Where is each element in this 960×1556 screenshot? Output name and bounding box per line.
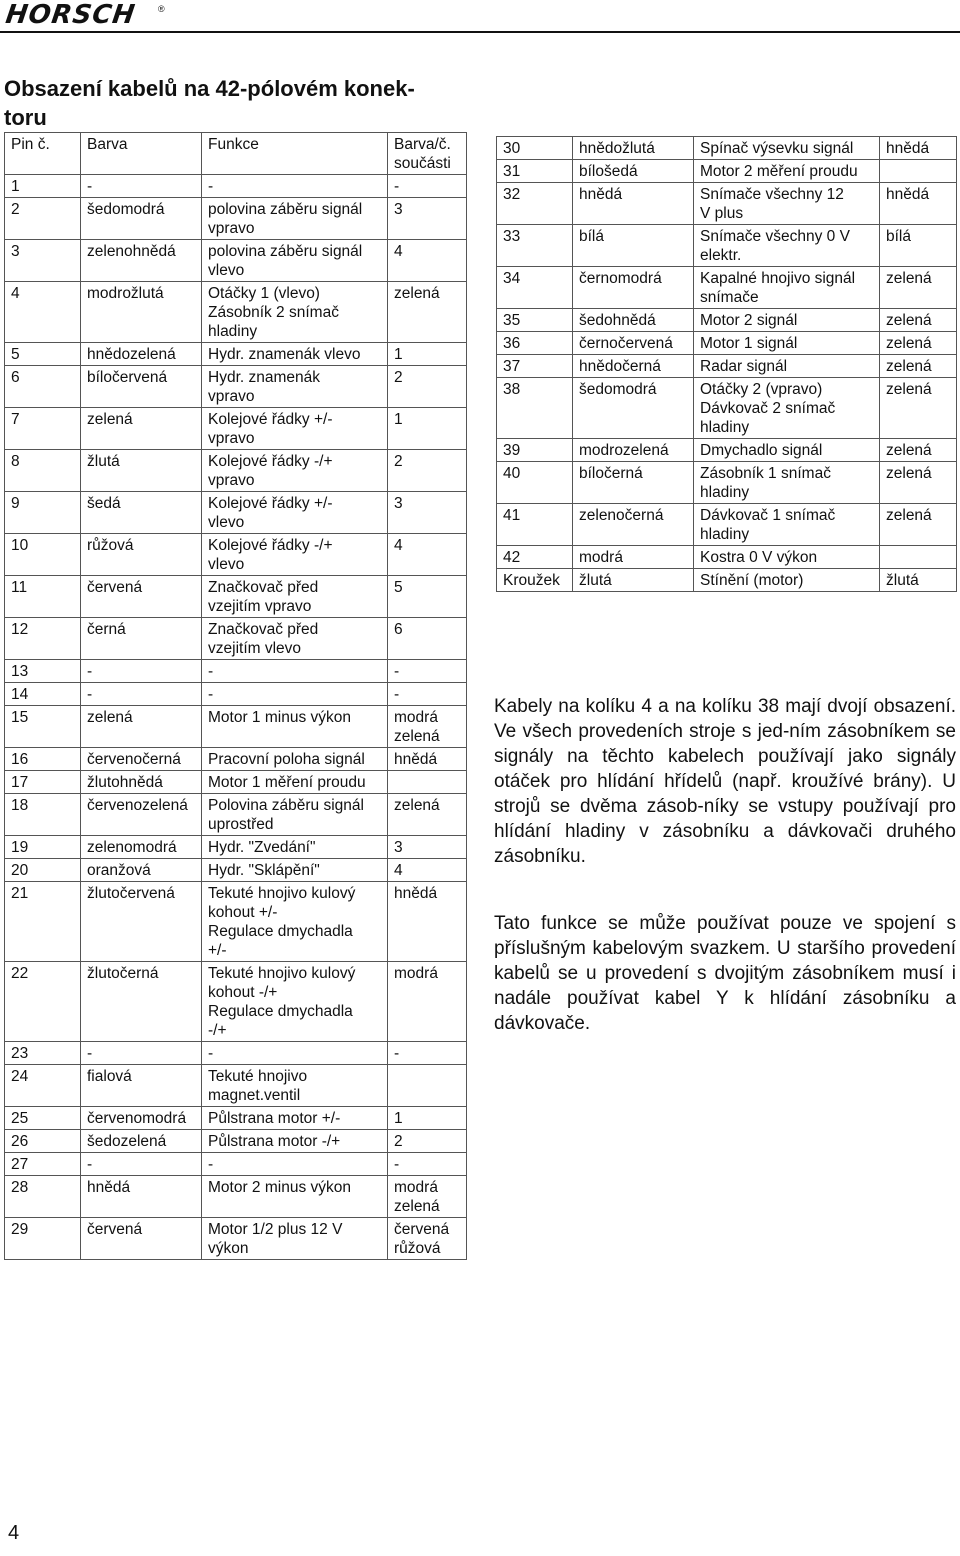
cell-pin: 21 — [5, 882, 81, 962]
table-row — [5, 175, 467, 198]
table-row — [5, 576, 467, 618]
cell-pin: 3 — [5, 240, 81, 282]
cell-color: hnědozelená — [81, 343, 202, 366]
table-row — [5, 534, 467, 576]
cell-part: hnědá — [388, 748, 467, 771]
cell-function: Motor 2 minus výkon — [202, 1176, 388, 1218]
cell-function: Radar signál — [694, 355, 880, 378]
cell-pin: 2 — [5, 198, 81, 240]
table-row — [5, 198, 467, 240]
cell-function: Značkovač před vzejitím vpravo — [202, 576, 388, 618]
table-row — [5, 836, 467, 859]
cell-pin: 19 — [5, 836, 81, 859]
cell-color: hnědá — [81, 1176, 202, 1218]
cell-part: 3 — [388, 492, 467, 534]
page-title: Obsazení kabelů na 42-pólovém konek- toru — [4, 76, 415, 130]
cell-function: Kolejové řádky +/- vpravo — [202, 408, 388, 450]
cell-part: 2 — [388, 366, 467, 408]
cell-pin: 39 — [497, 439, 573, 462]
cell-function: Dávkovač 1 snímač hladiny — [694, 504, 880, 546]
table-row — [497, 137, 957, 160]
cell-color: hnědá — [573, 183, 694, 225]
header-cell-function: Funkce — [202, 133, 388, 175]
table-row — [5, 882, 467, 962]
cell-color: zelená — [81, 706, 202, 748]
cell-part — [880, 160, 957, 183]
cell-function: Snímače všechny 12 V plus — [694, 183, 880, 225]
cell-pin: 31 — [497, 160, 573, 183]
cell-function: Hydr. znamenák vpravo — [202, 366, 388, 408]
cell-function: Tekuté hnojivo kulový kohout -/+ Regulace dmychadla -/+ — [202, 962, 388, 1042]
cell-color: žlutohnědá — [81, 771, 202, 794]
cell-color: šedá — [81, 492, 202, 534]
cell-color: - — [81, 683, 202, 706]
cell-pin: 15 — [5, 706, 81, 748]
cell-function: Zásobník 1 snímač hladiny — [694, 462, 880, 504]
table-row — [5, 962, 467, 1042]
cell-part: - — [388, 175, 467, 198]
cell-color: - — [81, 660, 202, 683]
table-row — [5, 282, 467, 343]
table-row — [5, 748, 467, 771]
cell-pin: 11 — [5, 576, 81, 618]
cell-color: červená — [81, 1218, 202, 1260]
cell-function: Snímače všechny 0 V elektr. — [694, 225, 880, 267]
cell-part: zelená — [880, 462, 957, 504]
cell-part: 4 — [388, 240, 467, 282]
cell-function: Stínění (motor) — [694, 569, 880, 592]
cell-pin: 5 — [5, 343, 81, 366]
cell-function: Motor 1/2 plus 12 V výkon — [202, 1218, 388, 1260]
cell-pin: 7 — [5, 408, 81, 450]
cell-pin: 25 — [5, 1107, 81, 1130]
cell-color: červená — [81, 576, 202, 618]
cell-function: - — [202, 175, 388, 198]
cell-function: Značkovač před vzejitím vlevo — [202, 618, 388, 660]
table-row — [5, 1130, 467, 1153]
table-row — [5, 771, 467, 794]
cell-pin: 29 — [5, 1218, 81, 1260]
cell-pin: 12 — [5, 618, 81, 660]
table-row — [5, 450, 467, 492]
cell-pin: 34 — [497, 267, 573, 309]
table-row — [497, 569, 957, 592]
cell-color: červenomodrá — [81, 1107, 202, 1130]
table-row — [5, 492, 467, 534]
cell-color: šedomodrá — [81, 198, 202, 240]
header-cell-color: Barva — [81, 133, 202, 175]
cell-color: fialová — [81, 1065, 202, 1107]
cell-part: modrá zelená — [388, 1176, 467, 1218]
cell-color: modrozelená — [573, 439, 694, 462]
cell-function: - — [202, 1153, 388, 1176]
cell-color: hnědožlutá — [573, 137, 694, 160]
table-row — [497, 355, 957, 378]
cell-function: Motor 1 měření proudu — [202, 771, 388, 794]
table-row — [5, 1065, 467, 1107]
cell-function: Půlstrana motor -/+ — [202, 1130, 388, 1153]
cell-part — [880, 546, 957, 569]
table-row — [497, 225, 957, 267]
table-row — [5, 1153, 467, 1176]
cell-part: 1 — [388, 1107, 467, 1130]
cell-color: zelenočerná — [573, 504, 694, 546]
cell-part: - — [388, 660, 467, 683]
cell-color: bíločervená — [81, 366, 202, 408]
cell-color: bílošedá — [573, 160, 694, 183]
table-row — [497, 439, 957, 462]
cell-color: černočervená — [573, 332, 694, 355]
cell-color: bílá — [573, 225, 694, 267]
cell-color: - — [81, 1153, 202, 1176]
cell-color: modrožlutá — [81, 282, 202, 343]
cell-pin: 26 — [5, 1130, 81, 1153]
cell-part: 3 — [388, 198, 467, 240]
cell-pin: 9 — [5, 492, 81, 534]
table-row — [497, 378, 957, 439]
header-cell-part: Barva/č. součásti — [388, 133, 467, 175]
page-number: 4 — [8, 1522, 20, 1544]
cell-function: Motor 2 signál — [694, 309, 880, 332]
cell-color: bíločerná — [573, 462, 694, 504]
table-row — [5, 1107, 467, 1130]
cell-part: červená růžová — [388, 1218, 467, 1260]
cell-part: zelená — [880, 309, 957, 332]
cell-function: Polovina záběru signál uprostřed — [202, 794, 388, 836]
cell-function: Tekuté hnojivo kulový kohout +/- Regulace dmychadla +/- — [202, 882, 388, 962]
table-row — [497, 504, 957, 546]
cell-function: Motor 1 minus výkon — [202, 706, 388, 748]
cell-color: růžová — [81, 534, 202, 576]
cell-part: zelená — [880, 378, 957, 439]
cell-pin: 30 — [497, 137, 573, 160]
cell-color: šedohnědá — [573, 309, 694, 332]
cell-part: - — [388, 1042, 467, 1065]
table-row — [497, 160, 957, 183]
table-row — [5, 794, 467, 836]
cell-function: Motor 1 signál — [694, 332, 880, 355]
cell-function: Motor 2 měření proudu — [694, 160, 880, 183]
cell-color: černomodrá — [573, 267, 694, 309]
cell-color: - — [81, 1042, 202, 1065]
cell-part: zelená — [880, 267, 957, 309]
cell-part: modrá zelená — [388, 706, 467, 748]
cell-part: modrá — [388, 962, 467, 1042]
table-row — [5, 1042, 467, 1065]
cell-pin: 10 — [5, 534, 81, 576]
table-row — [5, 1218, 467, 1260]
table-row — [5, 1176, 467, 1218]
cell-pin: 23 — [5, 1042, 81, 1065]
cell-function: Hydr. znamenák vlevo — [202, 343, 388, 366]
cell-function: Kolejové řádky -/+ vlevo — [202, 534, 388, 576]
cell-pin: 36 — [497, 332, 573, 355]
cell-pin: 20 — [5, 859, 81, 882]
cell-part: - — [388, 683, 467, 706]
table-row — [5, 859, 467, 882]
cell-pin: 40 — [497, 462, 573, 504]
cell-part: 4 — [388, 859, 467, 882]
cell-part: 2 — [388, 450, 467, 492]
table-row — [5, 660, 467, 683]
cell-part — [388, 771, 467, 794]
cell-color: šedomodrá — [573, 378, 694, 439]
cell-pin: 28 — [5, 1176, 81, 1218]
cell-part: hnědá — [880, 183, 957, 225]
cell-part: 4 — [388, 534, 467, 576]
cell-pin: 33 — [497, 225, 573, 267]
cell-pin: 27 — [5, 1153, 81, 1176]
cell-pin: 22 — [5, 962, 81, 1042]
cell-function: Spínač výsevku signál — [694, 137, 880, 160]
cell-part: 1 — [388, 343, 467, 366]
paragraph-dual-assignment: Kabely na kolíku 4 a na kolíku 38 mají dvojí obsazení. Ve všech provedeních stroje s jed-ním zásobníkem se signály na těchto kabelech používají jako signály otáček pro hlídání hřídelů (např. kroužívé brány). U strojů se dvěma zásob-níky se vstupy používají pro hlídání hladiny v zásobníku a dávkovači druhého zásobníku. — [494, 696, 956, 867]
cell-pin: 8 — [5, 450, 81, 492]
cell-part: zelená — [388, 282, 467, 343]
cell-part: zelená — [880, 439, 957, 462]
cell-pin: 24 — [5, 1065, 81, 1107]
cell-function: polovina záběru signál vpravo — [202, 198, 388, 240]
table-row — [497, 309, 957, 332]
cell-part: - — [388, 1153, 467, 1176]
paragraph-cable-harness: Tato funkce se může používat pouze ve spojení s příslušným kabelovým svazkem. U staršího provedení kabelů se u provedení s dvojitým zásobníkem musí i nadále používat kabel Y k hlídání zásobníku a dávkovače. — [494, 913, 956, 1034]
table-row — [5, 683, 467, 706]
cell-pin: 42 — [497, 546, 573, 569]
cell-part: 5 — [388, 576, 467, 618]
cell-pin: 14 — [5, 683, 81, 706]
cell-color: žlutá — [573, 569, 694, 592]
cell-pin: 1 — [5, 175, 81, 198]
table-row — [497, 267, 957, 309]
cell-function: Hydr. "Zvedání" — [202, 836, 388, 859]
table-header-row — [5, 133, 467, 175]
cell-function: Hydr. "Sklápění" — [202, 859, 388, 882]
cell-pin: 41 — [497, 504, 573, 546]
cell-color: žlutočerná — [81, 962, 202, 1042]
cell-color: černá — [81, 618, 202, 660]
table-row — [5, 408, 467, 450]
header-rule — [0, 31, 960, 33]
table-row — [5, 240, 467, 282]
cell-function: Tekuté hnojivo magnet.ventil — [202, 1065, 388, 1107]
cell-color: hnědočerná — [573, 355, 694, 378]
cell-function: - — [202, 660, 388, 683]
header-cell-pin: Pin č. — [5, 133, 81, 175]
cell-function: Otáčky 2 (vpravo) Dávkovač 2 snímač hladiny — [694, 378, 880, 439]
cell-pin: 16 — [5, 748, 81, 771]
table-row — [5, 706, 467, 748]
horsch-logo: HORSCH — [3, 0, 138, 30]
cell-function: Kapalné hnojivo signál snímače — [694, 267, 880, 309]
registered-mark: ® — [158, 4, 165, 14]
table-row — [5, 618, 467, 660]
cell-color: šedozelená — [81, 1130, 202, 1153]
cell-color: oranžová — [81, 859, 202, 882]
cell-pin: 6 — [5, 366, 81, 408]
cell-color: žlutočervená — [81, 882, 202, 962]
cell-pin: 18 — [5, 794, 81, 836]
cell-pin: 35 — [497, 309, 573, 332]
table-row — [497, 546, 957, 569]
cell-part: žlutá — [880, 569, 957, 592]
cell-part: 2 — [388, 1130, 467, 1153]
cell-function: - — [202, 683, 388, 706]
cell-pin: Kroužek — [497, 569, 573, 592]
cell-part: 6 — [388, 618, 467, 660]
cell-function: Půlstrana motor +/- — [202, 1107, 388, 1130]
table-row — [497, 462, 957, 504]
cell-color: červenozelená — [81, 794, 202, 836]
cell-color: žlutá — [81, 450, 202, 492]
cell-part: bílá — [880, 225, 957, 267]
cell-function: - — [202, 1042, 388, 1065]
cell-part: zelená — [880, 355, 957, 378]
cell-pin: 13 — [5, 660, 81, 683]
cell-part: hnědá — [880, 137, 957, 160]
cell-color: zelenomodrá — [81, 836, 202, 859]
cell-function: Pracovní poloha signál — [202, 748, 388, 771]
cell-pin: 37 — [497, 355, 573, 378]
cell-function: Kolejové řádky -/+ vpravo — [202, 450, 388, 492]
table-row — [5, 343, 467, 366]
cell-part — [388, 1065, 467, 1107]
cell-color: zelená — [81, 408, 202, 450]
table-row — [497, 332, 957, 355]
cell-part: 1 — [388, 408, 467, 450]
cell-function: Otáčky 1 (vlevo) Zásobník 2 snímač hladiny — [202, 282, 388, 343]
table-row — [497, 183, 957, 225]
cell-part: 3 — [388, 836, 467, 859]
cell-function: polovina záběru signál vlevo — [202, 240, 388, 282]
cell-pin: 4 — [5, 282, 81, 343]
cell-color: červenočerná — [81, 748, 202, 771]
cell-pin: 38 — [497, 378, 573, 439]
cell-color: modrá — [573, 546, 694, 569]
cell-function: Kostra 0 V výkon — [694, 546, 880, 569]
cell-pin: 17 — [5, 771, 81, 794]
cell-part: zelená — [880, 332, 957, 355]
pin-table-left — [4, 132, 467, 1260]
cell-part: zelená — [880, 504, 957, 546]
cell-part: hnědá — [388, 882, 467, 962]
cell-color: - — [81, 175, 202, 198]
cell-function: Dmychadlo signál — [694, 439, 880, 462]
cell-function: Kolejové řádky +/- vlevo — [202, 492, 388, 534]
cell-color: zelenohnědá — [81, 240, 202, 282]
cell-part: zelená — [388, 794, 467, 836]
pin-table-right — [496, 136, 957, 592]
table-row — [5, 366, 467, 408]
cell-pin: 32 — [497, 183, 573, 225]
